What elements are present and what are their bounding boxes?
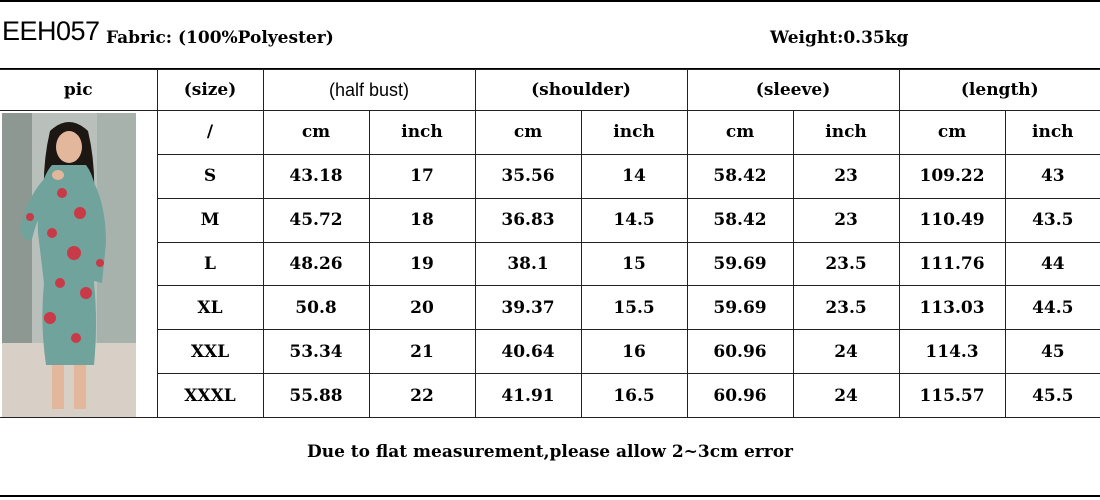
value-cell: 111.76 xyxy=(899,242,1005,286)
value-cell: 15.5 xyxy=(581,286,687,330)
unit-bust-inch: inch xyxy=(369,111,475,155)
value-cell: 55.88 xyxy=(263,374,369,418)
value-cell: 43.5 xyxy=(1005,198,1100,242)
value-cell: 23.5 xyxy=(793,242,899,286)
value-cell: 44 xyxy=(1005,242,1100,286)
header-length: (length) xyxy=(899,70,1100,111)
value-cell: 43 xyxy=(1005,154,1100,198)
unit-shoulder-inch: inch xyxy=(581,111,687,155)
value-cell: 109.22 xyxy=(899,154,1005,198)
value-cell: 24 xyxy=(793,330,899,374)
unit-sleeve-inch: inch xyxy=(793,111,899,155)
value-cell: 23 xyxy=(793,198,899,242)
value-cell: 19 xyxy=(369,242,475,286)
header-size: (size) xyxy=(157,70,263,111)
value-cell: 60.96 xyxy=(687,374,793,418)
value-cell: 110.49 xyxy=(899,198,1005,242)
value-cell: 16.5 xyxy=(581,374,687,418)
value-cell: 17 xyxy=(369,154,475,198)
table-row xyxy=(0,154,1100,198)
value-cell: 23.5 xyxy=(793,286,899,330)
fabric-info: Fabric: (100%Polyester) xyxy=(106,28,334,48)
size-table xyxy=(0,69,1100,418)
value-cell: 53.34 xyxy=(263,330,369,374)
value-cell: 115.57 xyxy=(899,374,1005,418)
value-cell: 114.3 xyxy=(899,330,1005,374)
value-cell: 16 xyxy=(581,330,687,374)
value-cell: 14 xyxy=(581,154,687,198)
header-pic: pic xyxy=(0,70,157,111)
value-cell: 45.5 xyxy=(1005,374,1100,418)
weight-info: Weight:0.35kg xyxy=(770,28,909,48)
product-photo-cell xyxy=(0,111,157,418)
unit-length-cm: cm xyxy=(899,111,1005,155)
value-cell: 48.26 xyxy=(263,242,369,286)
unit-row xyxy=(0,111,1100,155)
bottom-border xyxy=(0,495,1100,497)
value-cell: 38.1 xyxy=(475,242,581,286)
value-cell: 20 xyxy=(369,286,475,330)
size-cell: XL xyxy=(157,286,263,330)
model-dress-image xyxy=(2,113,136,417)
table-row xyxy=(0,286,1100,330)
size-cell: M xyxy=(157,198,263,242)
value-cell: 59.69 xyxy=(687,242,793,286)
table-row xyxy=(0,330,1100,374)
unit-shoulder-cm: cm xyxy=(475,111,581,155)
value-cell: 21 xyxy=(369,330,475,374)
size-cell: L xyxy=(157,242,263,286)
unit-size: / xyxy=(157,111,263,155)
value-cell: 58.42 xyxy=(687,198,793,242)
size-cell: XXL xyxy=(157,330,263,374)
value-cell: 36.83 xyxy=(475,198,581,242)
product-code: EEH057 xyxy=(2,16,100,46)
value-cell: 22 xyxy=(369,374,475,418)
value-cell: 60.96 xyxy=(687,330,793,374)
unit-length-inch: inch xyxy=(1005,111,1100,155)
measurement-note: Due to flat measurement,please allow 2~3cm error xyxy=(306,442,794,462)
size-cell: S xyxy=(157,154,263,198)
unit-bust-cm: cm xyxy=(263,111,369,155)
value-cell: 40.64 xyxy=(475,330,581,374)
table-header-row xyxy=(0,70,1100,111)
table-row xyxy=(0,242,1100,286)
value-cell: 58.42 xyxy=(687,154,793,198)
value-cell: 35.56 xyxy=(475,154,581,198)
value-cell: 18 xyxy=(369,198,475,242)
header xyxy=(0,2,1100,68)
value-cell: 24 xyxy=(793,374,899,418)
header-half-bust: (half bust) xyxy=(263,70,475,111)
header-shoulder: (shoulder) xyxy=(475,70,687,111)
value-cell: 14.5 xyxy=(581,198,687,242)
product-photo xyxy=(2,113,136,417)
value-cell: 23 xyxy=(793,154,899,198)
value-cell: 59.69 xyxy=(687,286,793,330)
table-row xyxy=(0,374,1100,418)
value-cell: 45.72 xyxy=(263,198,369,242)
value-cell: 44.5 xyxy=(1005,286,1100,330)
value-cell: 41.91 xyxy=(475,374,581,418)
value-cell: 39.37 xyxy=(475,286,581,330)
value-cell: 45 xyxy=(1005,330,1100,374)
value-cell: 15 xyxy=(581,242,687,286)
size-cell: XXXL xyxy=(157,374,263,418)
header-sleeve: (sleeve) xyxy=(687,70,899,111)
table-row xyxy=(0,198,1100,242)
value-cell: 50.8 xyxy=(263,286,369,330)
value-cell: 43.18 xyxy=(263,154,369,198)
unit-sleeve-cm: cm xyxy=(687,111,793,155)
value-cell: 113.03 xyxy=(899,286,1005,330)
